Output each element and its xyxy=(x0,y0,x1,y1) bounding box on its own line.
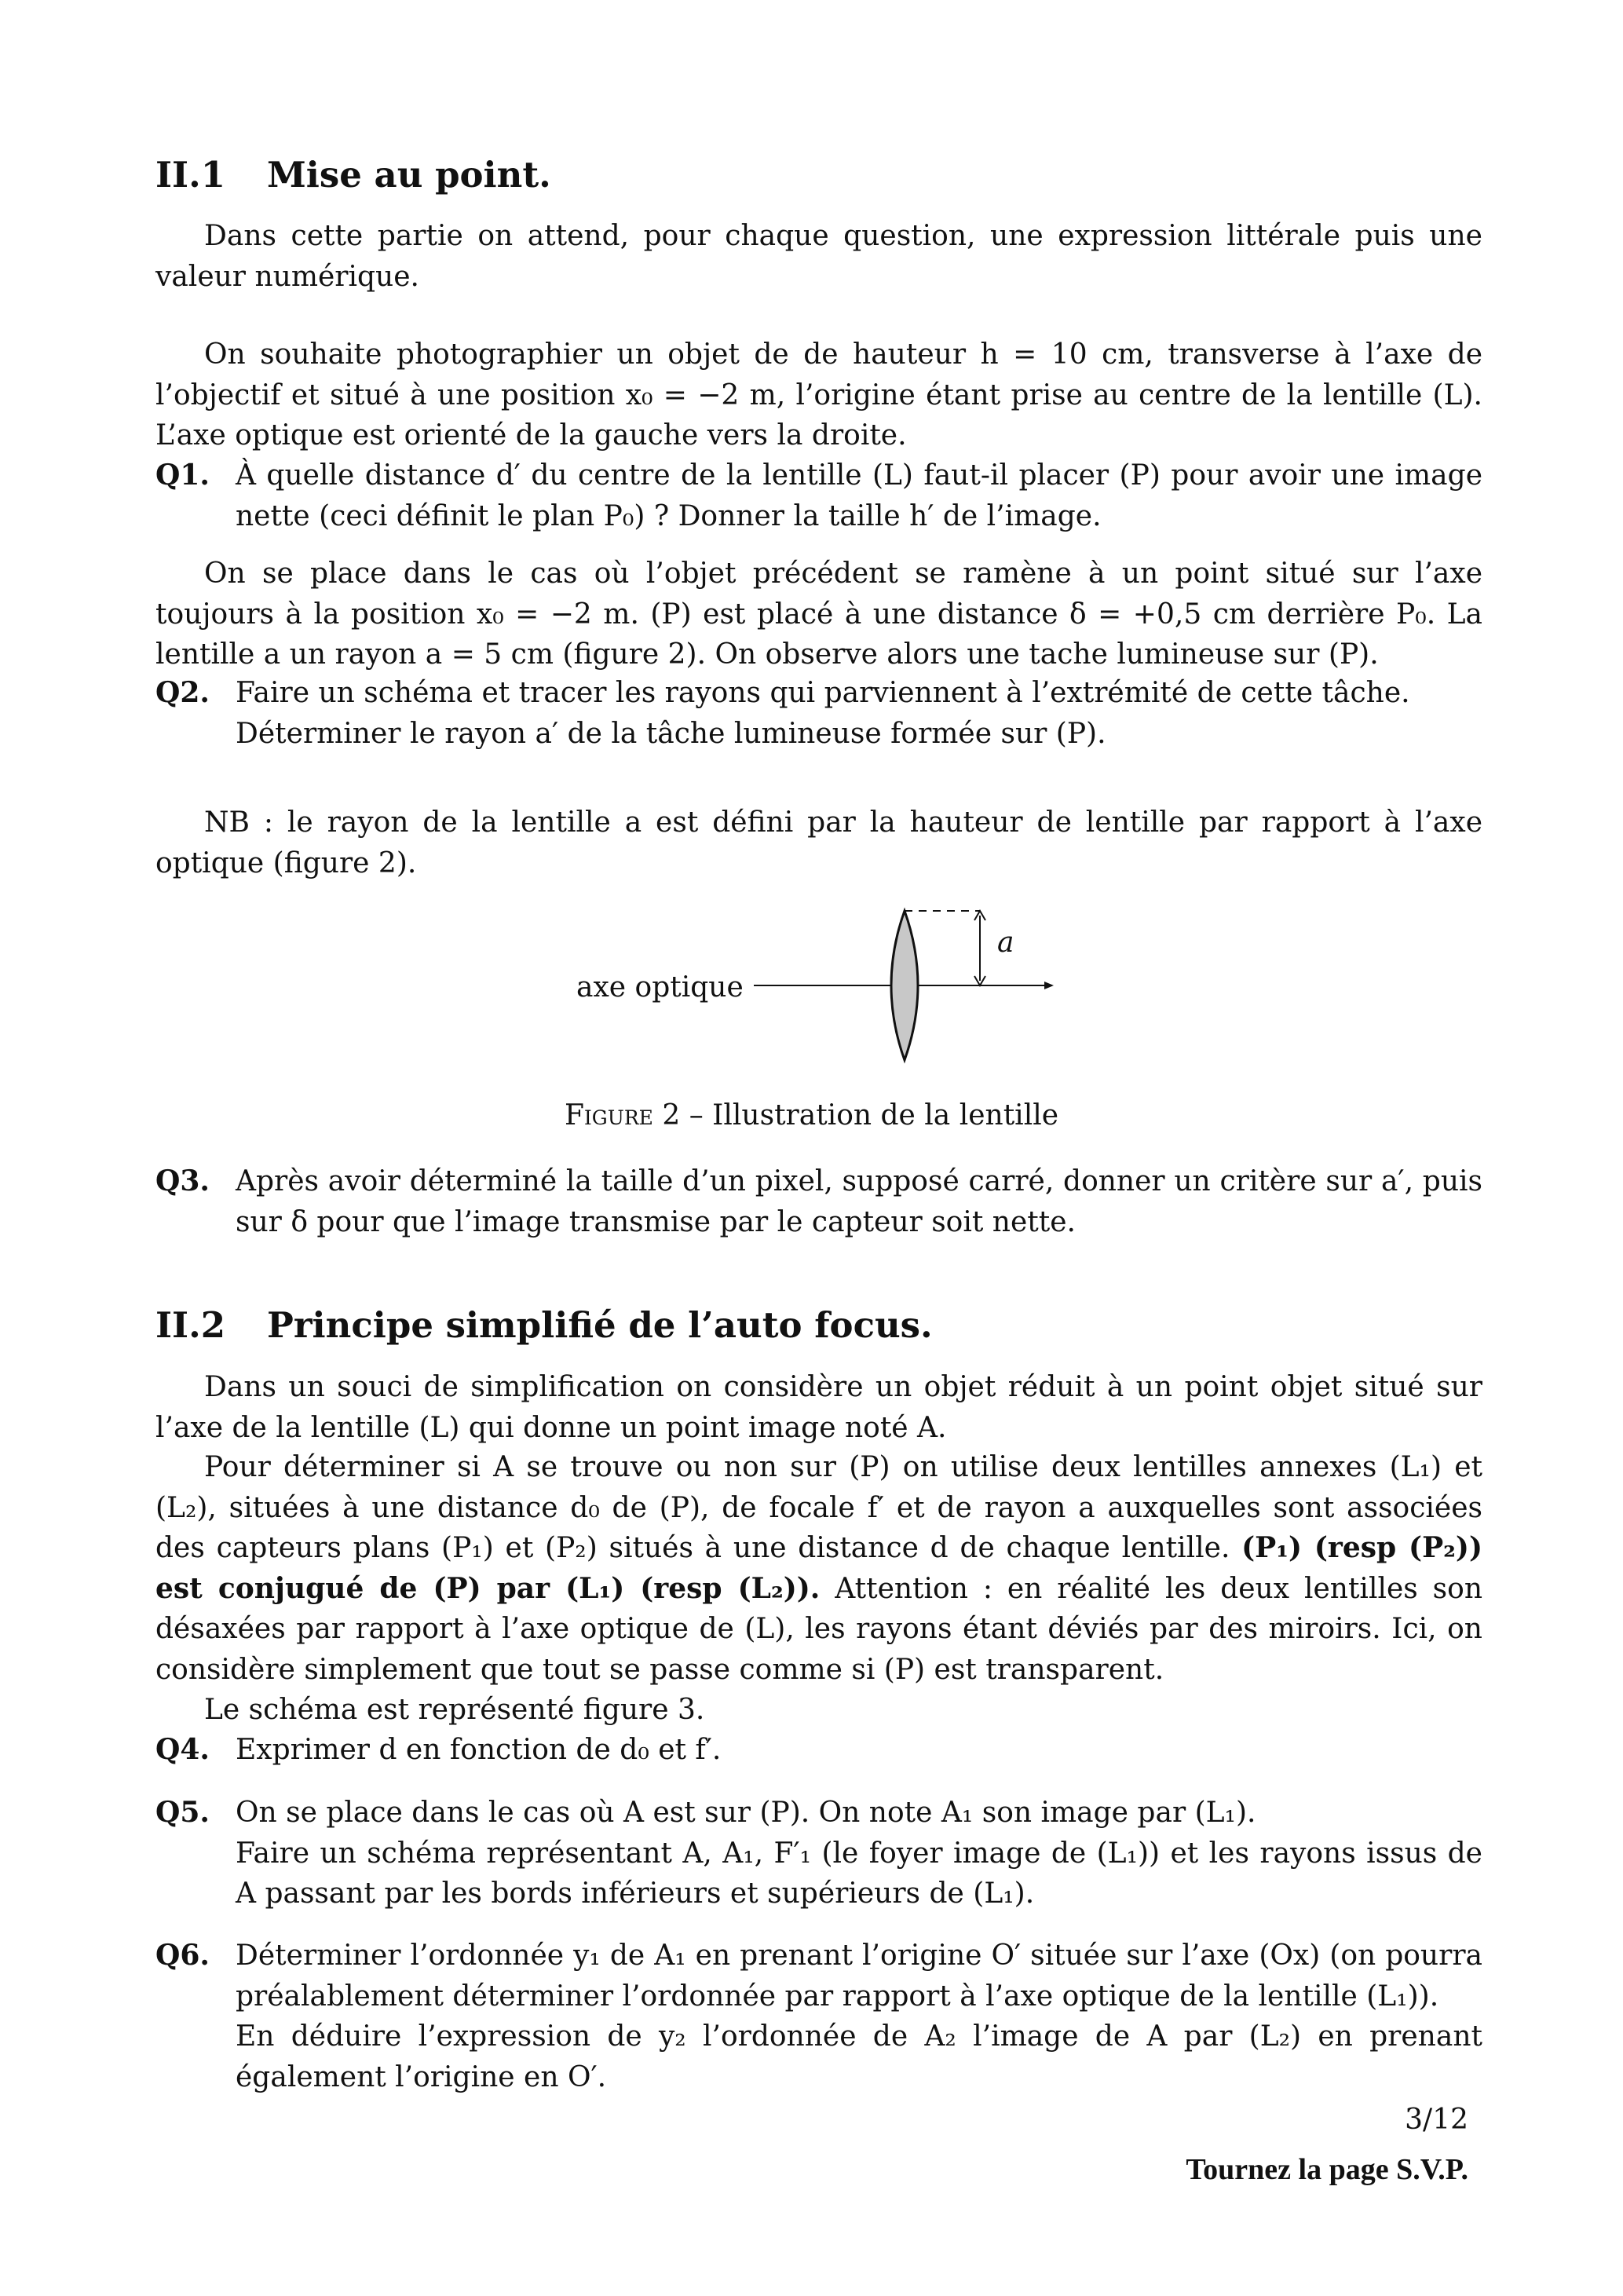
question-text-line-1: Déterminer l’ordonnée y₁ de A₁ en prenant l’origine O′ située sur l’axe (Ox) (on pourra préalablement déterminer l’ordonnée par rapport à l’axe optique de la lentille (L₁)). xyxy=(236,1940,1482,2013)
question-text-line-1: Faire un schéma et tracer les rayons qui parviennent à l’extrémité de cette tâche. xyxy=(236,677,1410,709)
section-title: Principe simplifié de l’auto focus. xyxy=(267,1304,933,1346)
section2-paragraph-2-part-c: Attention : en réalité les deux lentilles son désaxées par rapport à l’axe optique de (L), les rayons étant déviés par des miroirs. Ici, on considère simplement que tout se passe comme si (P) est transparent. xyxy=(155,1572,1483,1686)
question-label: Q2. xyxy=(155,676,210,709)
figure-caption-text: – Illustration de la lentille xyxy=(680,1099,1059,1132)
intro-paragraph-1: Dans cette partie on attend, pour chaque question, une expression littérale puis une valeur numérique. xyxy=(155,220,1482,293)
section-number: II.1 xyxy=(155,154,226,196)
question-5 xyxy=(155,1793,1482,1914)
question-label: Q3. xyxy=(155,1164,210,1197)
section-heading-1 xyxy=(155,154,551,196)
question-1 xyxy=(155,455,1482,536)
question-text-line-2: Faire un schéma représentant A, A₁, F′₁ (le foyer image de (L₁)) et les rayons issus de A passant par les bords inférieurs et supérieurs de (L₁). xyxy=(236,1837,1482,1910)
question-text-line-2: Déterminer le rayon a′ de la tâche lumineuse formée sur (P). xyxy=(236,717,1106,750)
footer-turn-page: Tournez la page S.V.P. xyxy=(1186,2153,1468,2186)
section2-paragraph-2-bold: (P₁) (resp (P₂)) est conjugué de (P) par (L₁) (resp (L₂)). xyxy=(155,1531,1482,1605)
question-label: Q5. xyxy=(155,1796,210,1829)
page-number: 3/12 xyxy=(1405,2104,1468,2136)
section2-paragraph-1: Dans un souci de simplification on considère un objet réduit à un point objet situé sur l’axe de la lentille (L) qui donne un point image noté A. xyxy=(155,1371,1482,1444)
lens-shape xyxy=(891,911,918,1060)
question-label: Q1. xyxy=(155,459,210,492)
figure-caption xyxy=(0,1099,1623,1132)
question-label: Q4. xyxy=(155,1733,210,1766)
question-3 xyxy=(155,1161,1482,1242)
lens-figure xyxy=(565,903,1115,1076)
section2-paragraph-3: Le schéma est représenté figure 3. xyxy=(204,1694,705,1726)
question-text: Exprimer d en fonction de d₀ et f′. xyxy=(236,1734,722,1766)
context-paragraph: On se place dans le cas où l’objet précédent se ramène à un point situé sur l’axe toujours à la position x₀ = −2 m. (P) est placé à une distance δ = +0,5 cm derrière P₀. La lentille a un rayon a = 5 cm (figure 2). On observe alors une tache lumineuse sur (P). xyxy=(155,558,1482,671)
section-heading-2 xyxy=(155,1304,933,1346)
section2-paragraph-2-part-a: Pour déterminer si A se trouve ou non sur (P) on utilise deux lentilles annexes (L₁) et (L₂), situées à une distance d₀ de (P), de focale f′ et de rayon a auxquelles sont associées des capteurs plans (P₁) et (P₂) situés à une distance d de chaque lentille. xyxy=(155,1451,1482,1564)
question-label: Q6. xyxy=(155,1939,210,1972)
question-4 xyxy=(155,1730,1482,1771)
question-text-line-2: En déduire l’expression de y₂ l’ordonnée de A₂ l’image de A par (L₂) en prenant également l’origine en O′. xyxy=(236,2020,1482,2093)
question-text: À quelle distance d′ du centre de la lentille (L) faut-il placer (P) pour avoir une image nette (ceci définit le plan P₀) ? Donner la taille h′ de l’image. xyxy=(236,459,1482,532)
nb-paragraph: NB : le rayon de la lentille a est défini par la hauteur de lentille par rapport à l’axe optique (figure 2). xyxy=(155,806,1482,879)
question-text-line-1: On se place dans le cas où A est sur (P). On note A₁ son image par (L₁). xyxy=(236,1797,1256,1829)
question-2 xyxy=(155,673,1482,754)
section2-paragraph-2 xyxy=(155,1447,1482,1690)
radius-label: a xyxy=(997,927,1014,959)
question-6 xyxy=(155,1936,1482,2097)
section-title: Mise au point. xyxy=(267,154,551,196)
figure-caption-prefix: Figure 2 xyxy=(564,1099,681,1132)
intro-paragraph-2: On souhaite photographier un objet de de hauteur h = 10 cm, transverse à l’axe de l’objectif et situé à une position x₀ = −2 m, l’origine étant prise au centre de la lentille (L). L’axe optique est orienté de la gauche vers la droite. xyxy=(155,338,1482,452)
section-number: II.2 xyxy=(155,1304,226,1346)
axis-label: axe optique xyxy=(576,971,744,1004)
question-text: Après avoir déterminé la taille d’un pixel, supposé carré, donner un critère sur a′, puis sur δ pour que l’image transmise par le capteur soit nette. xyxy=(236,1165,1482,1238)
